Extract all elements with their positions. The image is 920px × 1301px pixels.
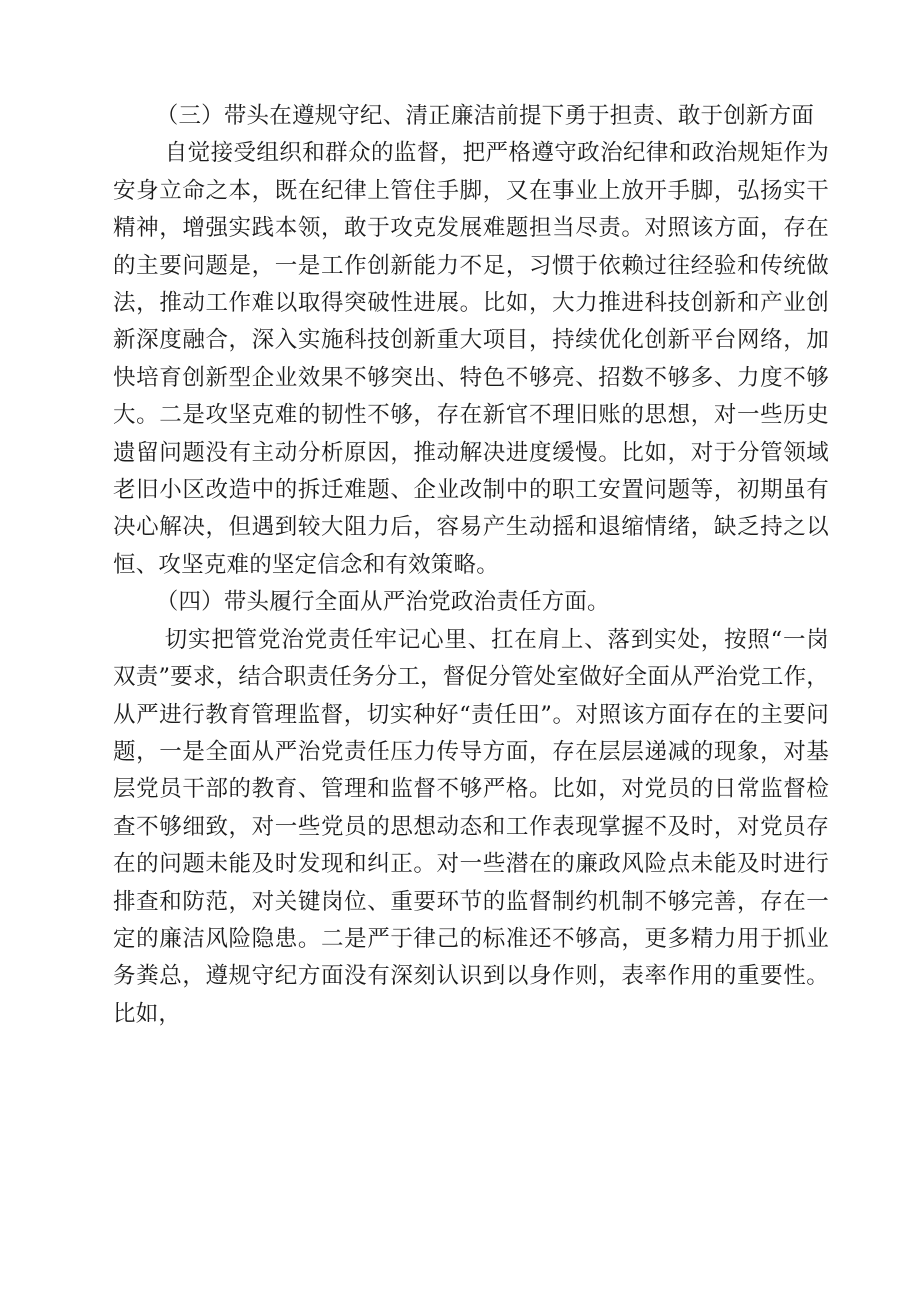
section-3-heading: （三）带头在遵规守纪、清正廉洁前提下勇于担责、敢于创新方面 — [155, 103, 815, 129]
section-4-paragraph: 切实把管党治党责任牢记心里、扛在肩上、落到实处，按照“一岗双责”要求，结合职责任务分工，督促分管处室做好全面从严治党工作，从严进行教育管理监督，切实种好“责任田”。对照该方面存在的主要问题，一是全面从严治党责任压力传导方面，存在层层递减的现象，对基层党员干部的教育、管理和监督不够严格。比如，对党员的日常监督检查不够细致，对一些党员的思想动态和工作表现掌握不及时，对党员存在的问题未能及时发现和纠正。对一些潜在的廉政风险点未能及时进行排查和防范，对关键岗位、重要环节的监督制约机制不够完善，存在一定的廉洁风险隐患。二是严于律己的标准还不够高，更多精力用于抓业务粪总，遵规守纪方面没有深刻认识到以身作则，表率作用的重要性。比如， — [113, 626, 829, 1027]
section-4-heading: （四）带头履行全面从严治党政治责任方面。 — [155, 589, 610, 616]
section-3-paragraph: 自觉接受组织和群众的监督，把严格遵守政治纪律和政治规矩作为安身立命之本，既在纪律上管住手脚，又在事业上放开手脚，弘扬实干精神，增强实践本领，敢于攻克发展难题担当尽责。对照该方面，存在的主要问题是，一是工作创新能力不足，习惯于依赖过往经验和传统做法，推动工作难以取得突破性进展。比如，大力推进科技创新和产业创新深度融合，深入实施科技创新重大项目，持续优化创新平台网络，加快培育创新型企业效果不够突出、特色不够亮、招数不够多、力度不够大。二是攻坚克难的韧性不够，存在新官不理旧账的思想，对一些历史遗留问题没有主动分析原因，推动解决进度缓慢。比如，对于分管领域老旧小区改造中的拆迁难题、企业改制中的职工安置问题等，初期虽有决心解决，但遇到较大阻力后，容易产生动摇和退缩情绪，缺乏持之以恒、攻坚克难的坚定信念和有效策略。 — [113, 140, 829, 578]
document-body — [113, 98, 829, 1033]
